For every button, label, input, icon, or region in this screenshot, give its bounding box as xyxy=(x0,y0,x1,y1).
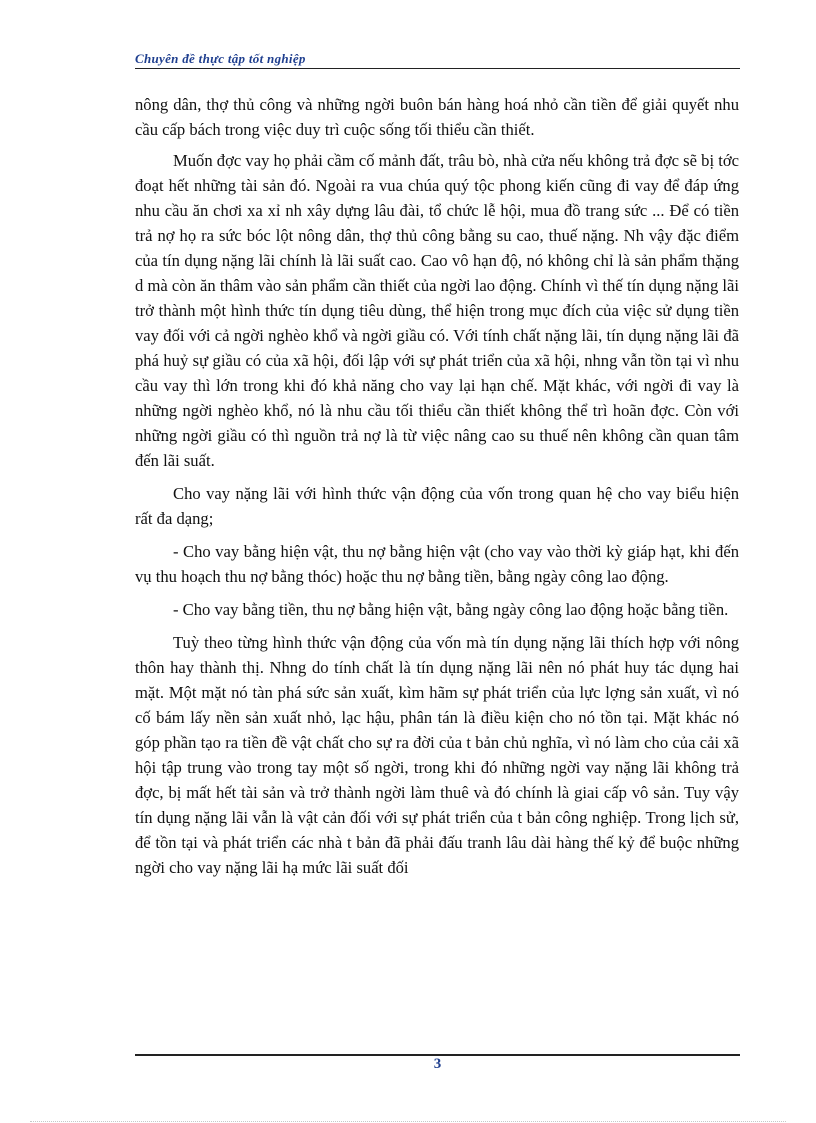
paragraph-6: Tuỳ theo từng hình thức vận động của vốn mà tín dụng nặng lãi thích hợp với nông thôn hay thành thị. Nhng do tính chất là tín dụng nặng lãi nên nó phát huy tác dụng hai mặt. Một mặt nó tàn phá sức sản xuất, kìm hãm sự phát triển của lực lợng sản xuất, vì nó cố bám lấy nền sản xuất nhỏ, lạc hậu, phân tán là điều kiện cho nó tồn tại. Mặt khác nó góp phần tạo ra tiền đề vật chất cho sự ra đời của t bản chủ nghĩa, vì nó làm cho của cải xã hội tập trung vào trong tay một số ngời, trong khi đó những ngời vay nặng lãi không trả đợc, bị mất hết tài sản và trở thành ngời làm thuê và đó chính là giai cấp vô sản. Tuy vậy tín dụng nặng lãi vẫn là vật cản đối với sự phát triển của t bản công nghiệp. Trong lịch sử, để tồn tại và phát triển các nhà t bản đã phải đấu tranh lâu dài hàng thế kỷ để buộc những ngời cho vay nặng lãi hạ mức lãi suất đối xyxy=(135,633,739,877)
paragraph-5-list-item: - Cho vay bằng tiền, thu nợ bằng hiện vật, bằng ngày công lao động hoặc bằng tiền. xyxy=(173,600,729,619)
page-bottom-divider xyxy=(30,1121,786,1122)
paragraph-4-list-item: - Cho vay bằng hiện vật, thu nợ bằng hiện vật (cho vay vào thời kỳ giáp hạt, khi đến vụ thu hoạch thu nợ bằng thóc) hoặc thu nợ bằng tiền, bằng ngày công lao động. xyxy=(135,542,739,586)
page-number: 3 xyxy=(433,1056,442,1072)
header-title: Chuyên đề thực tập tốt nghiệp xyxy=(135,51,306,66)
page-header xyxy=(135,48,740,69)
document-body xyxy=(135,92,739,888)
paragraph-2: Muốn đợc vay họ phải cầm cố mảnh đất, trâu bò, nhà cửa nếu không trả đợc sẽ bị tớc đoạt hết những tài sản đó. Ngoài ra vua chúa quý tộc phong kiến cũng đi vay để đáp ứng nhu cầu ăn chơi xa xỉ nh xây dựng lâu đài, tổ chức lễ hội, mua đồ trang sức ... Để có tiền trả nợ họ ra sức bóc lột nông dân, thợ thủ công bằng su cao, thuế nặng. Nh vậy đặc điểm của tín dụng nặng lãi chính là lãi suất cao. Cao vô hạn độ, nó không chỉ là sản phẩm thặng d mà còn ăn thâm vào sản phẩm cần thiết của ngời lao động. Chính vì thế tín dụng nặng lãi trở thành một hình thức tín dụng tiêu dùng, thể hiện trong mục đích của việc sử dụng tiền vay đối với cả ngời nghèo khổ và ngời giầu có. Với tính chất nặng lãi, tín dụng nặng lãi đã phá huỷ sự giầu có của xã hội, đối lập với sự phát triển của xã hội, nhng vẫn tồn tại vì nhu cầu vay thì lớn trong khi đó khả năng cho vay lại hạn chế. Mặt khác, với ngời đi vay là những ngời nghèo khổ, nó là nhu cầu tối thiểu cần thiết không thể trì hoãn đợc. Còn với những ngời giầu có thì nguồn trả nợ là từ việc nâng cao su thuế nên không cần quan tâm đến lãi suất. xyxy=(135,151,739,470)
paragraph-1: nông dân, thợ thủ công và những ngời buôn bán hàng hoá nhỏ cần tiền để giải quyết nhu cầu cấp bách trong việc duy trì cuộc sống tối thiểu cần thiết. xyxy=(135,95,739,139)
paragraph-3: Cho vay nặng lãi với hình thức vận động của vốn trong quan hệ cho vay biểu hiện rất đa dạng; xyxy=(135,484,739,528)
